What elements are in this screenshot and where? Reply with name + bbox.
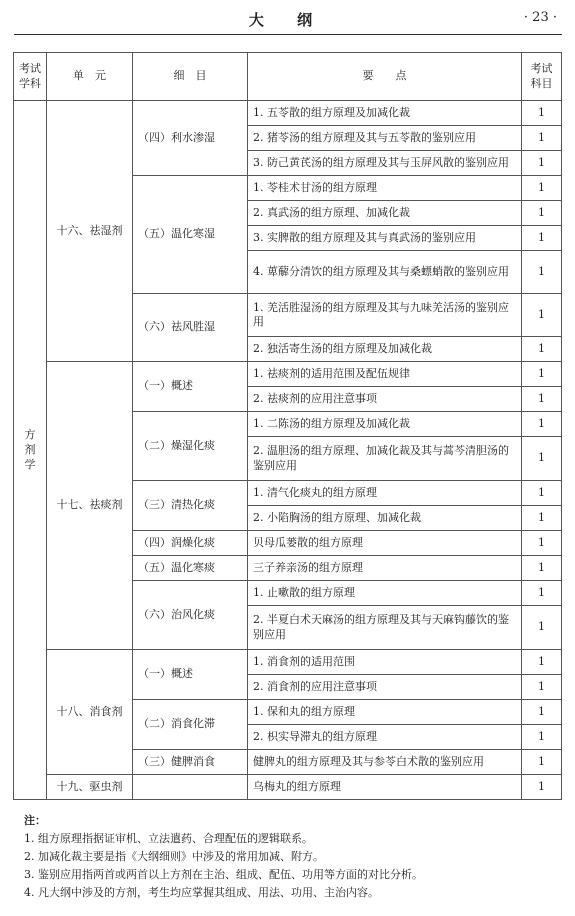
point-cell: 3. 实脾散的组方原理及其与真武汤的鉴别应用 [248, 226, 522, 251]
point-cell: 2. 独活寄生汤的组方原理及加减化裁 [248, 337, 522, 362]
point-cell: 乌梅丸的组方原理 [248, 775, 522, 800]
point-cell: 4. 萆薢分清饮的组方原理及其与桑螵蛸散的鉴别应用 [248, 251, 522, 294]
header-item: 细 目 [133, 53, 248, 101]
category-cell: 1 [522, 531, 562, 556]
header-category: 考试科目 [522, 53, 562, 101]
category-cell: 1 [522, 775, 562, 800]
category-cell: 1 [522, 581, 562, 606]
header-rule [14, 34, 562, 35]
item-cell: （五）温化寒痰 [133, 556, 248, 581]
point-cell: 1. 清气化痰丸的组方原理 [248, 481, 522, 506]
unit-cell: 十八、消食剂 [47, 650, 133, 775]
header-points: 要 点 [248, 53, 522, 101]
point-cell: 健脾丸的组方原理及其与参苓白术散的鉴别应用 [248, 750, 522, 775]
point-cell: 2. 真武汤的组方原理、加减化裁 [248, 201, 522, 226]
note-line: 1. 组方原理指据证审机、立法遣药、合理配伍的逻辑联系。 [24, 832, 313, 845]
point-cell: 三子养亲汤的组方原理 [248, 556, 522, 581]
table-header-row [14, 53, 562, 101]
point-cell: 2. 猪苓汤的组方原理及其与五苓散的鉴别应用 [248, 126, 522, 151]
point-cell: 1. 祛痰剂的适用范围及配伍规律 [248, 362, 522, 387]
item-cell: （五）温化寒湿 [133, 176, 248, 294]
category-cell: 1 [522, 151, 562, 176]
item-cell: （四）利水渗湿 [133, 101, 248, 176]
category-cell: 1 [522, 101, 562, 126]
unit-cell: 十七、祛痰剂 [47, 362, 133, 650]
point-cell: 2. 小陷胸汤的组方原理、加减化裁 [248, 506, 522, 531]
category-cell: 1 [522, 750, 562, 775]
category-cell: 1 [522, 556, 562, 581]
category-cell: 1 [522, 650, 562, 675]
category-cell: 1 [522, 201, 562, 226]
header-subject: 考试学科 [14, 53, 47, 101]
unit-cell: 十六、祛湿剂 [47, 101, 133, 362]
point-cell: 1. 五苓散的组方原理及加减化裁 [248, 101, 522, 126]
category-cell: 1 [522, 700, 562, 725]
note-line: 4. 凡大纲中涉及的方剂，考生均应掌握其组成、用法、功用、主治内容。 [24, 886, 379, 899]
category-cell: 1 [522, 606, 562, 650]
notes-section [24, 812, 559, 902]
point-cell: 1. 止嗽散的组方原理 [248, 581, 522, 606]
note-line: 2. 加减化裁主要是指《大纲细则》中涉及的常用加减、附方。 [24, 850, 324, 863]
table-row [14, 775, 562, 800]
point-cell: 1. 二陈汤的组方原理及加减化裁 [248, 412, 522, 437]
table-row [14, 101, 562, 126]
page-number: · 23 · [523, 10, 557, 25]
point-cell: 1. 消食剂的适用范围 [248, 650, 522, 675]
item-cell: （三）健脾消食 [133, 750, 248, 775]
category-cell: 1 [522, 176, 562, 201]
point-cell: 1. 羌活胜湿汤的组方原理及其与九味羌活汤的鉴别应用 [248, 294, 522, 337]
unit-cell: 十九、驱虫剂 [47, 775, 133, 800]
table-row [14, 362, 562, 387]
header-unit: 单 元 [47, 53, 133, 101]
category-cell: 1 [522, 226, 562, 251]
item-cell: （一）概述 [133, 362, 248, 412]
category-cell: 1 [522, 506, 562, 531]
item-cell: （六）祛风胜湿 [133, 294, 248, 362]
category-cell: 1 [522, 725, 562, 750]
point-cell: 1. 保和丸的组方原理 [248, 700, 522, 725]
point-cell: 2. 枳实导滞丸的组方原理 [248, 725, 522, 750]
point-cell: 贝母瓜蒌散的组方原理 [248, 531, 522, 556]
category-cell: 1 [522, 362, 562, 387]
syllabus-table [13, 52, 562, 800]
note-line: 3. 鉴别应用指两首或两首以上方剂在主治、组成、配伍、功用等方面的对比分析。 [24, 868, 423, 881]
item-cell: （六）治风化痰 [133, 581, 248, 650]
category-cell: 1 [522, 437, 562, 481]
item-cell: （一）概述 [133, 650, 248, 700]
table-row [14, 650, 562, 675]
item-cell: （二）消食化滞 [133, 700, 248, 750]
point-cell: 2. 祛痰剂的应用注意事项 [248, 387, 522, 412]
category-cell: 1 [522, 126, 562, 151]
point-cell: 2. 温胆汤的组方原理、加减化裁及其与蒿芩清胆汤的鉴别应用 [248, 437, 522, 481]
notes-heading: 注： [24, 814, 46, 827]
point-cell: 2. 半夏白术天麻汤的组方原理及其与天麻钩藤饮的鉴别应用 [248, 606, 522, 650]
category-cell: 1 [522, 387, 562, 412]
category-cell: 1 [522, 337, 562, 362]
point-cell: 2. 消食剂的应用注意事项 [248, 675, 522, 700]
item-cell [133, 775, 248, 800]
category-cell: 1 [522, 675, 562, 700]
category-cell: 1 [522, 294, 562, 337]
item-cell: （四）润燥化痰 [133, 531, 248, 556]
point-cell: 1. 苓桂术甘汤的组方原理 [248, 176, 522, 201]
item-cell: （三）清热化痰 [133, 481, 248, 531]
category-cell: 1 [522, 251, 562, 294]
page-header-title: 大 纲 [248, 11, 327, 29]
category-cell: 1 [522, 481, 562, 506]
point-cell: 3. 防己黄芪汤的组方原理及其与玉屏风散的鉴别应用 [248, 151, 522, 176]
item-cell: （二）燥湿化痰 [133, 412, 248, 481]
subject-cell: 方剂学 [14, 101, 47, 800]
category-cell: 1 [522, 412, 562, 437]
